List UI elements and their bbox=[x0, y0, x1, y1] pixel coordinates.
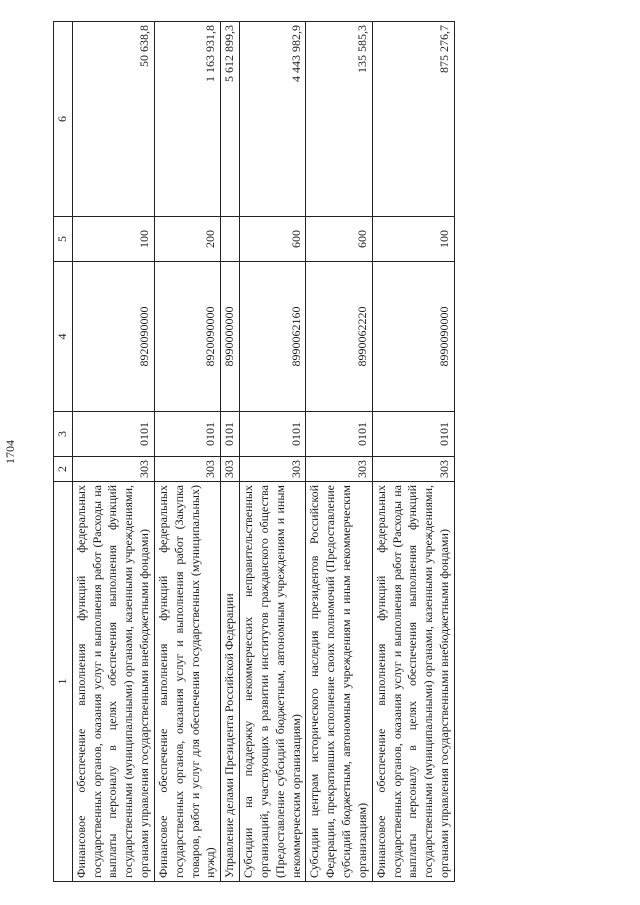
row-amount: 135 585,3 bbox=[306, 22, 372, 217]
row-description: Управление делами Президента Российской Федерации bbox=[221, 482, 240, 882]
row-section: 0101 bbox=[240, 412, 306, 457]
column-header: 6 bbox=[54, 22, 73, 217]
row-code: 303 bbox=[372, 457, 454, 482]
table-row bbox=[154, 22, 220, 882]
row-code: 303 bbox=[221, 457, 240, 482]
row-target-article: 8990062220 bbox=[306, 262, 372, 412]
row-amount: 4 443 982,9 bbox=[240, 22, 306, 217]
column-header: 4 bbox=[54, 262, 73, 412]
row-target-article: 8990090000 bbox=[372, 262, 454, 412]
row-target-article: 8990062160 bbox=[240, 262, 306, 412]
budget-table bbox=[53, 21, 455, 882]
table-row bbox=[372, 22, 454, 882]
row-expense-type: 600 bbox=[306, 217, 372, 262]
column-header: 1 bbox=[54, 482, 73, 882]
table-row bbox=[306, 22, 372, 882]
row-target-article: 8920090000 bbox=[154, 262, 220, 412]
column-header: 2 bbox=[54, 457, 73, 482]
row-amount: 875 276,7 bbox=[372, 22, 454, 217]
row-expense-type: 200 bbox=[154, 217, 220, 262]
table-header-row bbox=[54, 22, 73, 882]
row-description: Субсидии центрам исторического наследия президентов Российской Федерации, прекративших исполнение своих полномочий (Предоставление субсидий бюджетным, автономным учреждениям и иным некоммерческим организациям) bbox=[306, 482, 372, 882]
row-target-article: 8990000000 bbox=[221, 262, 240, 412]
row-section: 0101 bbox=[372, 412, 454, 457]
rotated-page-content bbox=[53, 22, 543, 882]
row-amount: 50 638,8 bbox=[72, 22, 154, 217]
row-code: 303 bbox=[240, 457, 306, 482]
row-expense-type: 600 bbox=[240, 217, 306, 262]
row-expense-type bbox=[221, 217, 240, 262]
table-row bbox=[72, 22, 154, 882]
row-expense-type: 100 bbox=[72, 217, 154, 262]
row-amount: 5 612 899,3 bbox=[221, 22, 240, 217]
row-section: 0101 bbox=[221, 412, 240, 457]
table-row bbox=[221, 22, 240, 882]
row-target-article: 8920090000 bbox=[72, 262, 154, 412]
row-description: Финансовое обеспечение выполнения функций федеральных государственных органов, оказания услуг и выполнения работ (Расходы на выплаты персоналу в целях обеспечения выполнения функций государственными (муниципальными) органами, казенными учреждениями, органами управления государственными внебюджетными фондами) bbox=[372, 482, 454, 882]
row-description: Финансовое обеспечение выполнения функций федеральных государственных органов, оказания услуг и выполнения работ (Закупка товаров, работ и услуг для обеспечения государственных (муниципальных) нужд) bbox=[154, 482, 220, 882]
row-section: 0101 bbox=[72, 412, 154, 457]
table-row bbox=[240, 22, 306, 882]
row-description: Финансовое обеспечение выполнения функций федеральных государственных органов, оказания услуг и выполнения работ (Расходы на выплаты персоналу в целях обеспечения выполнения функций государственными (муниципальными) органами, казенными учреждениями, органами управления государственными внебюджетными фондами) bbox=[72, 482, 154, 882]
row-code: 303 bbox=[72, 457, 154, 482]
row-section: 0101 bbox=[154, 412, 220, 457]
row-description: Субсидии на поддержку некоммерческих неправительственных организаций, участвующих в развитии институтов гражданского общества (Предоставление субсидий бюджетным, автономным учреждениям и иным некоммерческим организациям) bbox=[240, 482, 306, 882]
column-header: 5 bbox=[54, 217, 73, 262]
column-header: 3 bbox=[54, 412, 73, 457]
row-amount: 1 163 931,8 bbox=[154, 22, 220, 217]
row-section: 0101 bbox=[306, 412, 372, 457]
page-number: 1704 bbox=[3, 440, 17, 464]
row-expense-type: 100 bbox=[372, 217, 454, 262]
row-code: 303 bbox=[154, 457, 220, 482]
row-code: 303 bbox=[306, 457, 372, 482]
